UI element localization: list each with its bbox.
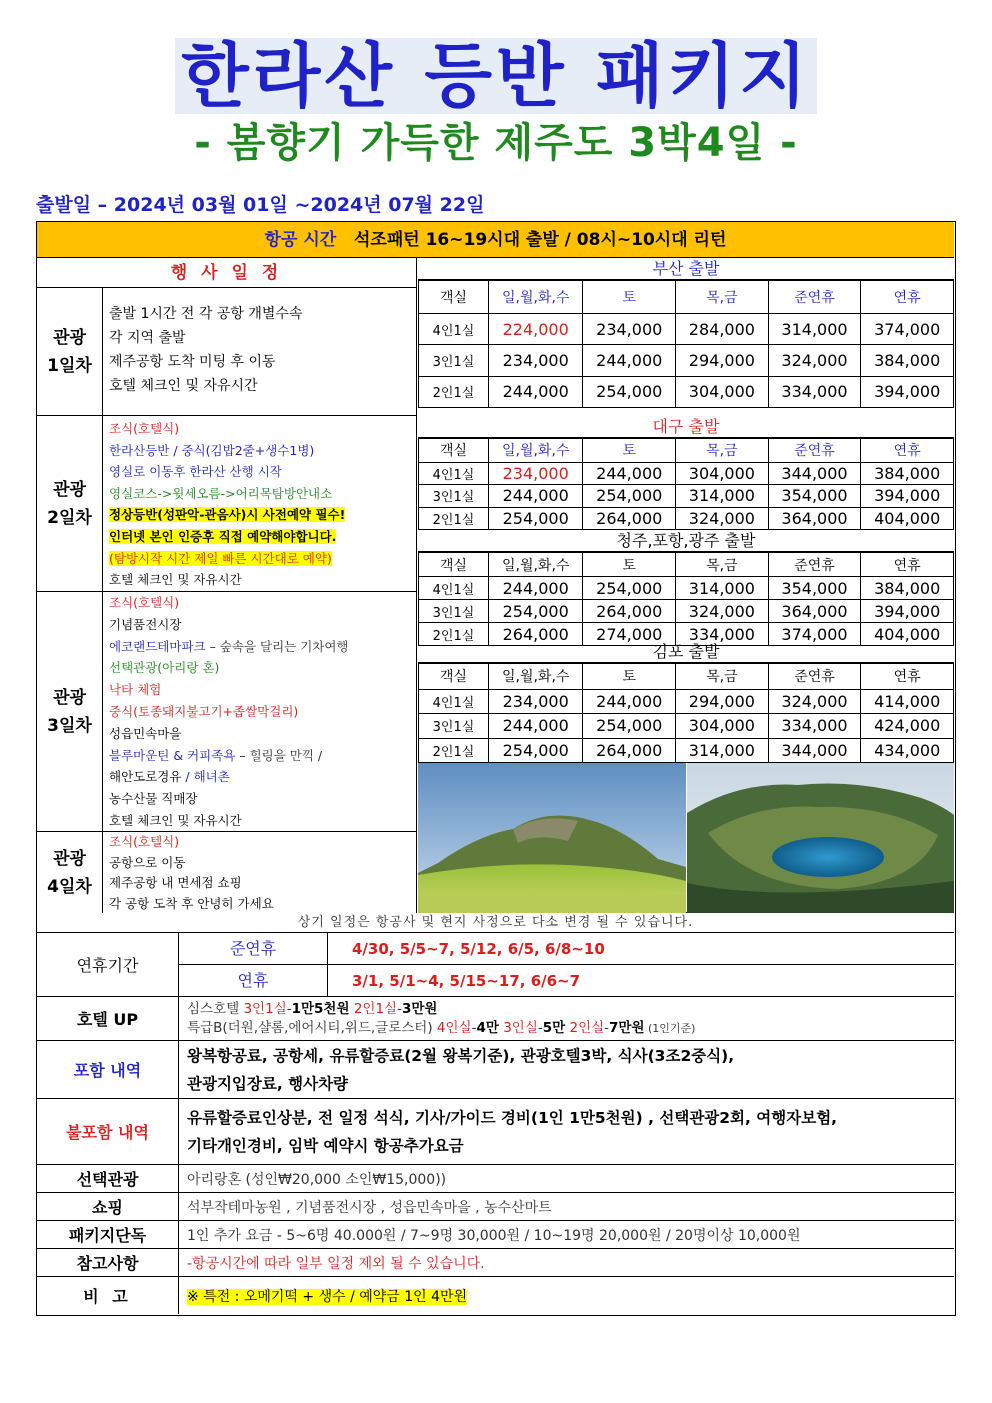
note-label: 참고사항 [37,1249,179,1276]
table-row: 4인1실 224,000 234,000 284,000 314,000 374,000 [419,313,954,344]
semi-holiday-label: 준연휴 [179,933,328,965]
full-holiday-label: 연휴 [179,965,328,997]
title-wrap [0,35,992,117]
list-item: 농수산물 직매장 [109,791,198,807]
holiday-label: 연휴기간 [37,933,179,996]
price-table-title: 청주,포항,광주 출발 [418,530,954,552]
shopping-label: 쇼핑 [37,1193,179,1220]
price-table: 객실 일,월,화,수 토 목,금 준연휴 연휴 4인1실 224,000 234,000 284,000 314,000 374,000 3인1실 234,000 244,000 294,000 324,000 384,000 2인1실 244,000 254,000 304,000 334,000 394,000 [418,280,954,408]
itinerary-day-4 [37,832,417,913]
table-row: 3인1실 254,000 264,000 324,000 364,000 394,000 [419,600,954,623]
list-item: 조식(호텔식) [109,834,180,849]
package-sheet [36,221,956,1316]
optional-tour-label: 선택관광 [37,1165,179,1192]
day-items [109,416,412,591]
list-item: 조식(호텔식) [109,421,180,436]
itinerary-day-2 [37,416,417,592]
remark-text: ※ 특전 : 오메기떡 + 생수 / 예약금 1인 4만원 [187,1288,468,1305]
optional-tour-text: 아리랑혼 (성인₩20,000 소인₩15,000)) [187,1171,447,1188]
crater-lake-photo [687,763,954,913]
list-item: 공항으로 이동 [109,854,186,870]
mountain-photo [418,763,686,913]
private-package-row [37,1221,954,1249]
list-item: 성읍민속마을 [109,725,182,741]
price-table-gimpo [418,641,954,763]
flight-time-text: 석조패턴 16~19시대 출발 / 08시~10시대 리턴 [353,230,727,250]
excluded-text: 유류할증료인상분, 전 일정 석식, 기사/가이드 경비(1인 1만5천원) , 선택관광2회, 여행자보험, 기타개인경비, 임박 예약시 항공추가요금 [187,1108,838,1155]
page-subtitle: - 봄향기 가득한 제주도 3박4일 - [194,120,798,166]
included-row [37,1041,954,1099]
list-item: 중식(토종돼지불고기+좁쌀막걸리) [109,703,299,719]
full-holiday-dates: 3/1, 5/1~4, 5/15~17, 6/6~7 [352,972,581,990]
price-table: 객실 일,월,화,수 토 목,금 준연휴 연휴 4인1실 234,000 244,000 294,000 324,000 414,000 3인1실 244,000 254,000 304,000 334,000 424,000 2인1실 254,000 264,000 314,000 344,000 434,000 [418,663,954,763]
shopping-text: 석부작테마농원 , 기념품전시장 , 성읍민속마을 , 농수산마트 [187,1199,552,1216]
price-table-busan [418,258,954,408]
list-item: 조식(호텔식) [109,595,180,610]
day-items [109,592,412,831]
optional-tour-row [37,1165,954,1193]
shopping-row [37,1193,954,1221]
photo-strip-svg [418,763,954,913]
day-items [109,288,412,415]
list-item: – 힐링을 만끽 / [235,747,323,763]
price-table-title: 김포 출발 [418,641,954,663]
photo-strip [418,763,954,913]
private-package-label: 패키지단독 [37,1221,179,1248]
list-item: 정상등반(성판악-관음사)시 사전예약 필수! [109,507,346,523]
list-item: 호텔 체크인 및 자유시간 [109,572,242,588]
schedule-change-notice: 상기 일정은 항공사 및 현지 사정으로 다소 변경 될 수 있습니다. [37,913,954,933]
day-label: 관광 4일차 [37,832,103,913]
list-item: 해안도로경유 [109,769,182,785]
day-label: 관광 2일차 [37,416,103,591]
table-row: 3인1실 244,000 254,000 304,000 334,000 424,000 [419,714,954,738]
price-table: 객실 일,월,화,수 토 목,금 준연휴 연휴 4인1실 244,000 254,000 314,000 354,000 384,000 3인1실 254,000 264,000 324,000 364,000 394,000 2인1실 264,000 274,000 334,000 374,000 404,000 [418,552,954,646]
included-text: 왕복항공료, 공항세, 유류할증료(2월 왕복기준), 관광호텔3박, 식사(3조2중식), 관광지입장료, 행사차량 [187,1046,735,1093]
semi-holiday-dates: 4/30, 5/5~7, 5/12, 6/5, 6/8~10 [328,933,954,965]
itinerary-day-1 [37,288,417,416]
day-items [109,832,412,913]
note-text: -항공시간에 따라 일부 일정 제외 될 수 있습니다. [187,1255,485,1272]
private-package-text: 1인 추가 요금 - 5~6명 40.000원 / 7~9명 30,000원 / 10~19명 20,000원 / 20명이상 10,000원 [187,1227,801,1244]
price-table-title: 부산 출발 [418,258,954,280]
list-item: 제주공항 내 면세점 쇼핑 [109,875,242,890]
itinerary-header: 행 사 일 정 [37,258,417,288]
note-row [37,1249,954,1277]
flight-time-label: 항공 시간 [264,230,337,250]
table-row: 4인1실 244,000 254,000 314,000 354,000 384,000 [419,577,954,600]
page-title: 한라산 등반 패키지 [175,38,817,114]
list-item: 각 지역 출발 [109,330,186,346]
list-item: 출발 1시간 전 각 공항 개별수속 [109,306,303,322]
table-row: 3인1실 244,000 254,000 314,000 354,000 394,000 [419,485,954,507]
excluded-label: 불포함 내역 [37,1099,179,1164]
hotel-upgrade-text: 심스호텔 3인1실-1만5천원 2인1실-3만원 특급B(더원,샬롬,에어시티,위드,글로스터) 4인실-4만 3인실-5만 2인실-7만원 (1인기준) [187,1000,696,1036]
list-item: 에코랜드테마파크 [109,638,206,654]
price-table-title: 대구 출발 [418,416,954,438]
table-row: 4인1실 234,000 244,000 304,000 344,000 384,000 [419,462,954,484]
list-item: 한라산등반 / 중식(김밥2줄+생수1병) [109,442,315,458]
list-item: 선택관광(아리랑 혼) [109,660,220,676]
included-label: 포함 내역 [37,1041,179,1098]
list-item: / 해녀촌 [181,769,230,785]
table-row: 2인1실 244,000 254,000 304,000 334,000 394,000 [419,376,954,407]
list-item: 인터넷 본인 인증후 직접 예약해야합니다. [109,528,337,544]
list-item: 호텔 체크인 및 자유시간 [109,812,242,828]
list-item: – 숲속을 달리는 기차여행 [205,638,349,654]
day-label: 관광 1일차 [37,288,103,415]
excluded-row [37,1099,954,1165]
departure-period: 출발일 – 2024년 03월 01일 ~2024년 07월 22일 [36,194,485,216]
table-row: 2인1실 254,000 264,000 324,000 364,000 404,000 [419,507,954,529]
table-row: 3인1실 234,000 244,000 294,000 324,000 384,000 [419,345,954,376]
table-row: 2인1실 254,000 264,000 314,000 344,000 434,000 [419,738,954,762]
flight-time-banner [37,222,954,258]
price-table-cheongju [418,530,954,646]
list-item: 영실코스->윗세오름->어리목탐방안내소 [109,485,333,501]
list-item: 낙타 체험 [109,682,162,698]
list-item: 기념품전시장 [109,616,182,632]
table-row: 2인1실 264,000 274,000 334,000 374,000 404,000 [419,623,954,646]
hotel-upgrade-row [37,997,954,1041]
list-item: 호텔 체크인 및 자유시간 [109,378,258,394]
price-table: 객실 일,월,화,수 토 목,금 준연휴 연휴 4인1실 234,000 244,000 304,000 344,000 384,000 3인1실 244,000 254,000 314,000 354,000 394,000 2인1실 254,000 264,000 324,000 364,000 404,000 [418,438,954,530]
itinerary-day-3 [37,592,417,832]
day-label: 관광 3일차 [37,592,103,831]
list-item: 블루마운틴 & 커피족욕 [109,747,236,763]
remark-label: 비 고 [37,1277,179,1314]
holiday-row [37,933,954,997]
list-item: (탐방시작 시간 제일 빠른 시간대로 예약) [109,550,332,566]
hotel-upgrade-label: 호텔 UP [37,997,179,1040]
table-row: 4인1실 234,000 244,000 294,000 324,000 414,000 [419,689,954,713]
list-item: 각 공항 도착 후 안녕히 가세요 [109,895,274,911]
price-table-daegu [418,416,954,530]
remark-row [37,1277,954,1314]
list-item: 영실로 이동후 한라산 산행 시작 [109,464,282,480]
list-item: 제주공항 도착 미팅 후 이동 [109,354,276,370]
